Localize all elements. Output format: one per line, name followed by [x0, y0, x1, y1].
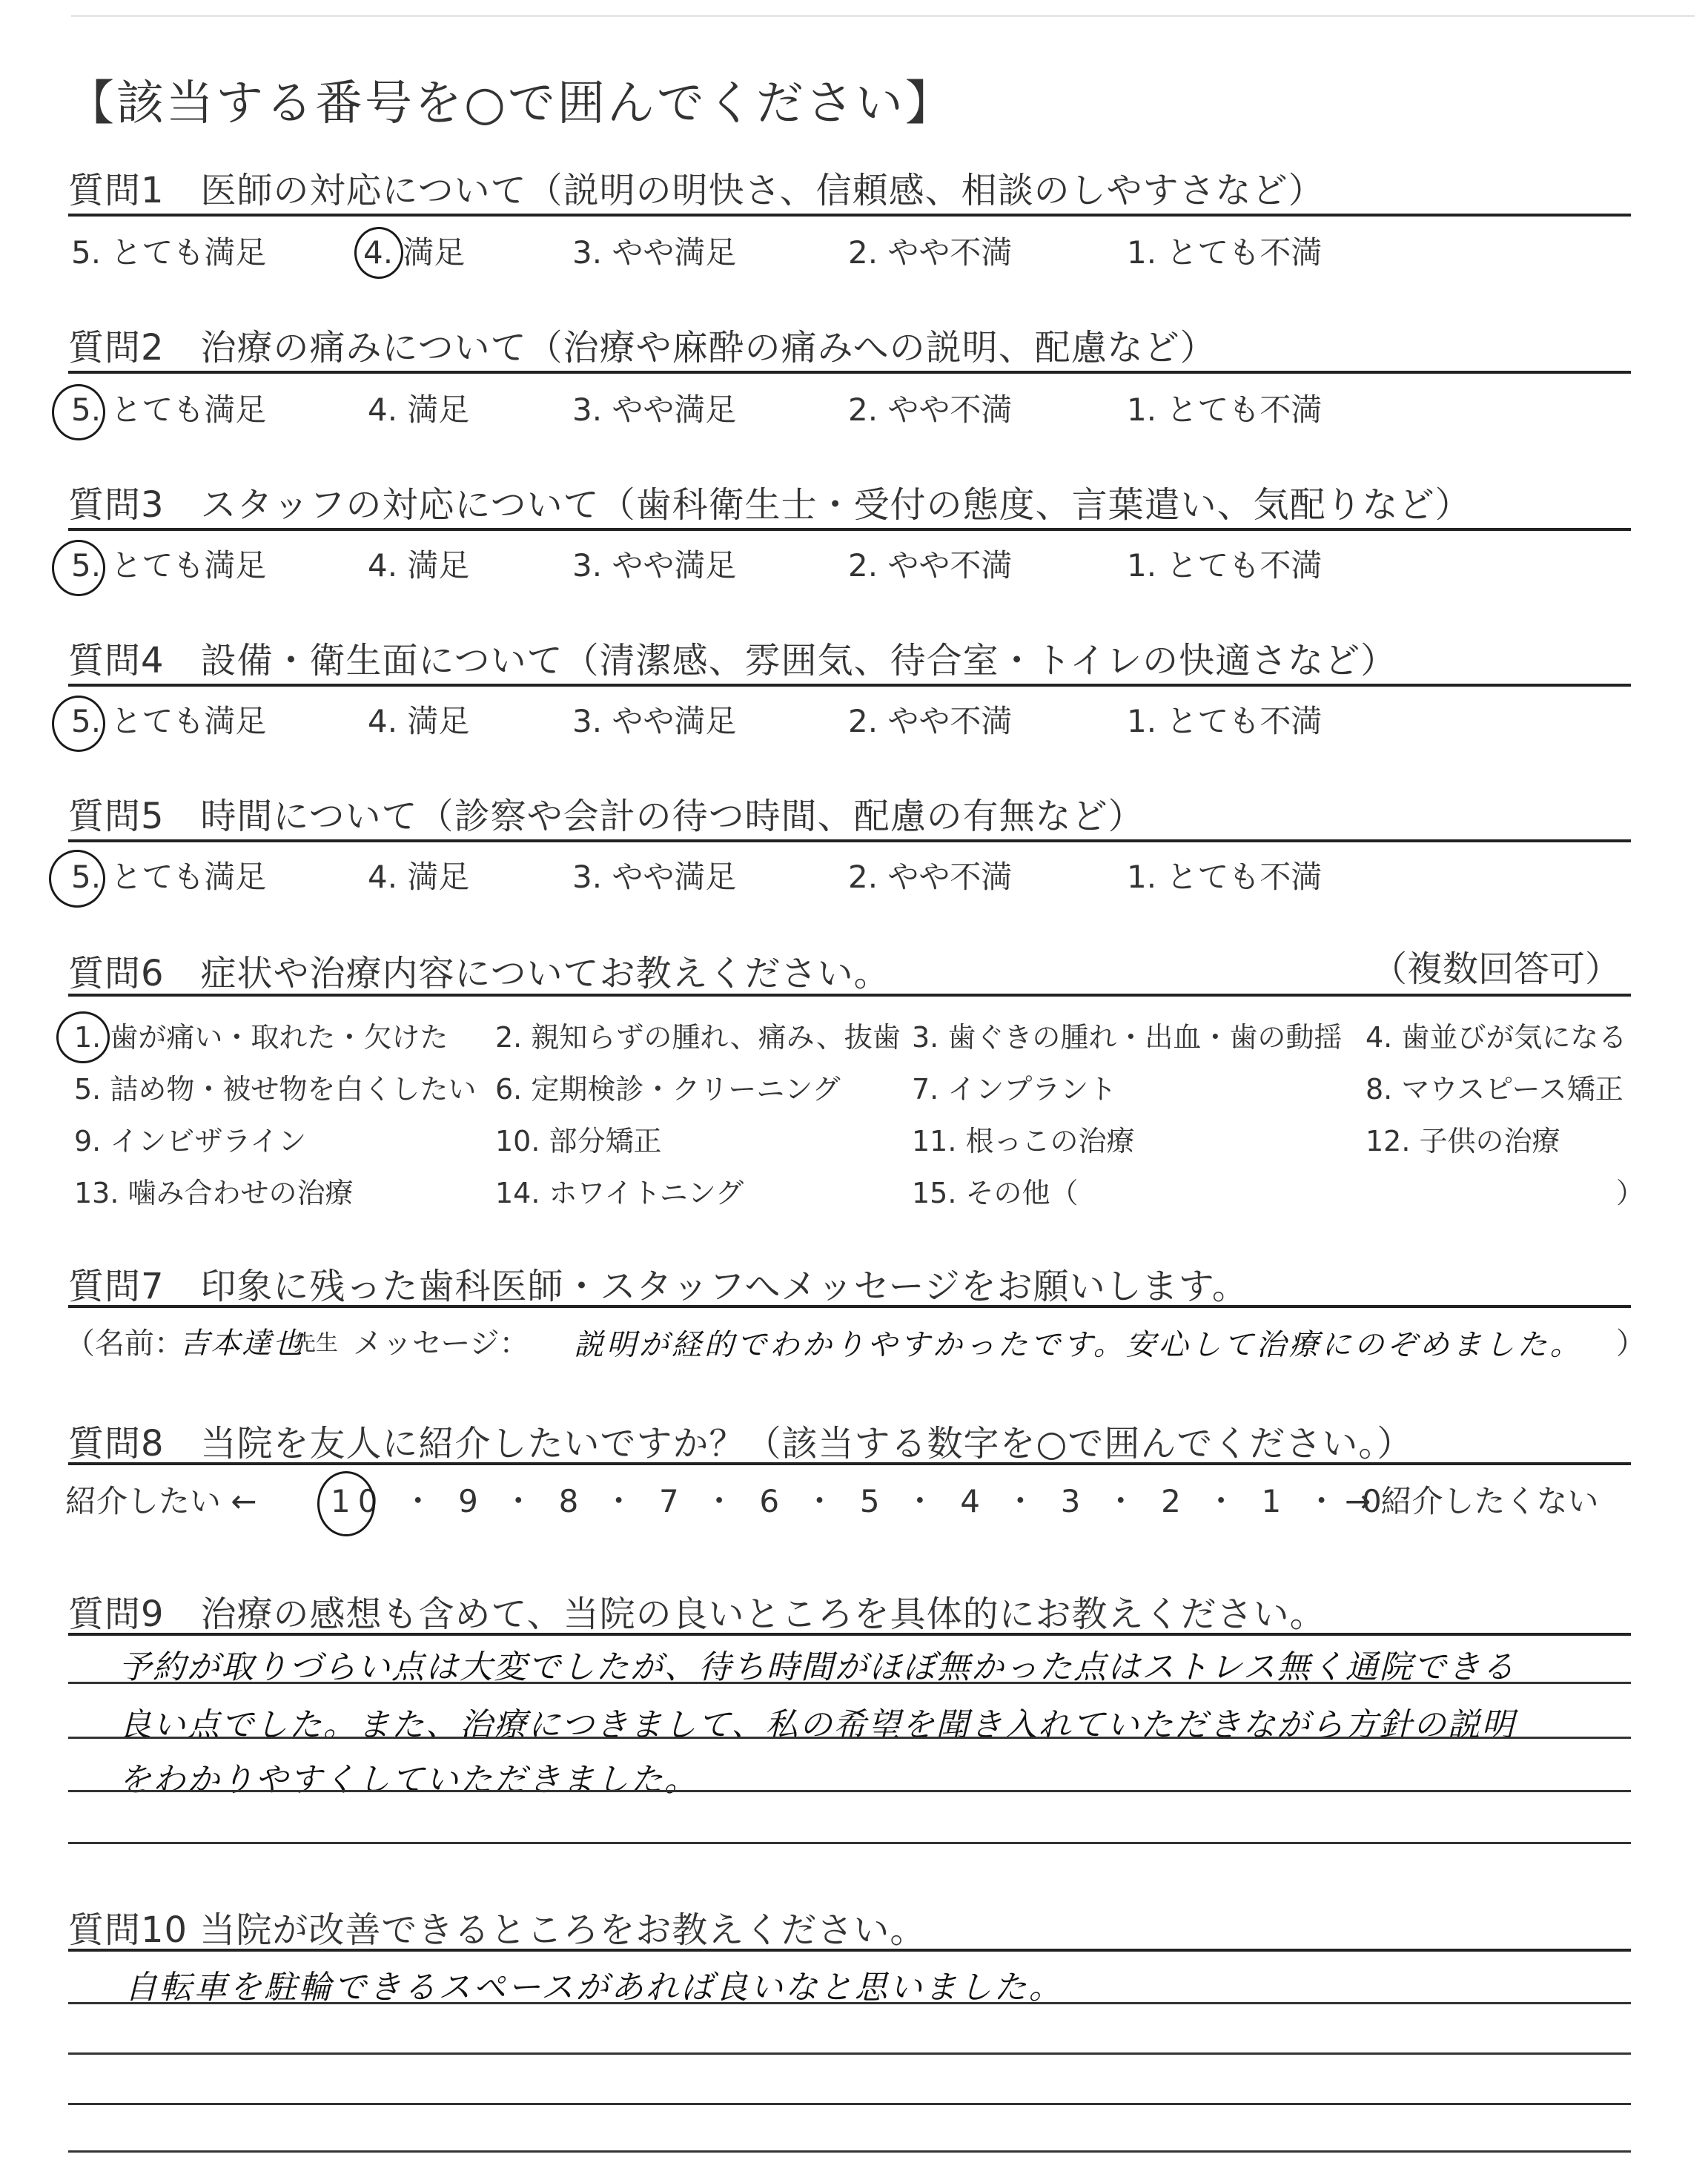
q9-answer-line-2: 良い点でした。また、治療につきまして、私の希望を聞き入れていただきながら方針の説明 [119, 1706, 1516, 1744]
q7-message: 説明が経的でわかりやすかったです。安心して治療にのぞめました。 [574, 1328, 1583, 1362]
q4-option-3[interactable]: 3. やや満足 [572, 703, 737, 739]
q4-option-1[interactable]: 1. とても不満 [1127, 703, 1323, 739]
q1-selected-circle [354, 227, 403, 279]
q9-answer-line-3: をわかりやすくしていただきました。 [119, 1761, 698, 1799]
q6-option-10[interactable]: 10. 部分矯正 [495, 1125, 662, 1157]
q6-option-7[interactable]: 7. インプラント [912, 1073, 1117, 1106]
q9-line-2 [68, 1737, 1631, 1739]
q1-option-3[interactable]: 3. やや満足 [572, 234, 737, 271]
q6-option-15[interactable]: 15. その他（ [912, 1177, 1079, 1209]
q7-name-value: 吉本達也 [179, 1327, 304, 1361]
q2-selected-circle [52, 384, 105, 440]
q5-option-4[interactable]: 4. 満足 [368, 859, 470, 895]
q5-option-2[interactable]: 2. やや不満 [848, 859, 1013, 895]
q8-scale[interactable]: 10 ・ 9 ・ 8 ・ 7 ・ 6 ・ 5 ・ 4 ・ 3 ・ 2 ・ 1 ・ 0 [331, 1483, 1389, 1519]
q3-selected-circle [52, 540, 105, 596]
q9-answer-line-1: 予約が取りづらい点は大変でしたが、待ち時間がほぼ無かった点はストレス無く通院できる [119, 1648, 1516, 1686]
q3-option-2[interactable]: 2. やや不満 [848, 547, 1013, 584]
q9-heading: 質問9 治療の感想も含めて、当院の良いところを具体的にお教えください。 [68, 1593, 1326, 1635]
q10-line-4 [68, 2150, 1631, 2153]
q10-line-2 [68, 2052, 1631, 2055]
q3-option-4[interactable]: 4. 満足 [368, 547, 470, 584]
q6-option-3[interactable]: 3. 歯ぐきの腫れ・出血・歯の動揺 [912, 1021, 1343, 1054]
q5-selected-circle [49, 850, 105, 908]
q3-rule [68, 528, 1631, 531]
q2-option-1[interactable]: 1. とても不満 [1127, 392, 1323, 428]
q7-sensei: 先生 [294, 1330, 338, 1356]
q6-option-6[interactable]: 6. 定期検診・クリーニング [495, 1073, 841, 1106]
q6-option-5[interactable]: 5. 詰め物・被せ物を白くしたい [74, 1073, 477, 1106]
top-border [71, 15, 1695, 17]
q10-answer-line-1: 自転車を駐輪できるスペースがあれば良いなと思いました。 [125, 1969, 1064, 2007]
q7-rule [68, 1305, 1631, 1308]
q6-multi-note: （複数回答可） [1371, 948, 1621, 990]
q8-rule [68, 1462, 1631, 1465]
q1-option-1[interactable]: 1. とても不満 [1127, 234, 1323, 271]
q1-option-4[interactable]: 4. 満足 [363, 234, 466, 271]
q1-option-5[interactable]: 5. とても満足 [71, 234, 267, 271]
q4-rule [68, 684, 1631, 687]
q3-option-5[interactable]: 5. とても満足 [71, 547, 267, 584]
q9-line-1 [68, 1682, 1631, 1684]
q3-option-1[interactable]: 1. とても不満 [1127, 547, 1323, 584]
q6-option-9[interactable]: 9. インビザライン [74, 1125, 307, 1157]
q3-heading: 質問3 スタッフの対応について（歯科衛生士・受付の態度、言葉遣い、気配りなど） [68, 484, 1472, 526]
q4-option-5[interactable]: 5. とても満足 [71, 703, 267, 739]
q1-heading: 質問1 医師の対応について（説明の明快さ、信頼感、相談のしやすさなど） [68, 170, 1325, 211]
q2-option-4[interactable]: 4. 満足 [368, 392, 470, 428]
q6-option-2[interactable]: 2. 親知らずの腫れ、痛み、抜歯 [495, 1021, 901, 1054]
q5-option-3[interactable]: 3. やや満足 [572, 859, 737, 895]
q9-line-4 [68, 1842, 1631, 1844]
q9-rule [68, 1633, 1631, 1636]
q4-selected-circle [52, 696, 105, 752]
q8-selected-circle [317, 1471, 375, 1536]
q8-heading: 質問8 当院を友人に紹介したいですか？（該当する数字を○で囲んでください。） [68, 1423, 1414, 1464]
q9-line-3 [68, 1790, 1631, 1792]
q6-option-14[interactable]: 14. ホワイトニング [495, 1177, 744, 1209]
q6-option-11[interactable]: 11. 根っこの治療 [912, 1125, 1135, 1157]
q6-option-13[interactable]: 13. 噛み合わせの治療 [74, 1177, 354, 1209]
q6-option-8[interactable]: 8. マウスピース矯正 [1366, 1073, 1623, 1106]
q7-close: ） [1616, 1327, 1646, 1361]
q2-option-5[interactable]: 5. とても満足 [71, 392, 267, 428]
page-title: 【該当する番号を○で囲んでください】 [67, 76, 955, 131]
q10-heading: 質問10 当院が改善できるところをお教えください。 [68, 1909, 927, 1951]
q6-option-4[interactable]: 4. 歯並びが気になる [1366, 1021, 1627, 1054]
q1-rule [68, 214, 1631, 217]
q10-rule [68, 1949, 1631, 1952]
q7-heading: 質問7 印象に残った歯科医師・スタッフへメッセージをお願いします。 [68, 1266, 1248, 1307]
q10-line-3 [68, 2103, 1631, 2105]
q6-heading: 質問6 症状や治療内容についてお教えください。 [68, 953, 890, 994]
q6-selected-circle [56, 1011, 110, 1063]
q8-left-label: 紹介したい ← [65, 1483, 257, 1519]
q6-rule [68, 994, 1631, 997]
q1-option-2[interactable]: 2. やや不満 [848, 234, 1013, 271]
q4-option-2[interactable]: 2. やや不満 [848, 703, 1013, 739]
q5-option-5[interactable]: 5. とても満足 [71, 859, 267, 895]
q5-heading: 質問5 時間について（診察や会計の待つ時間、配慮の有無など） [68, 796, 1145, 837]
q7-name-label: （名前： [65, 1327, 184, 1361]
q4-option-4[interactable]: 4. 満足 [368, 703, 470, 739]
q2-heading: 質問2 治療の痛みについて（治療や麻酔の痛みへの説明、配慮など） [68, 327, 1217, 369]
q2-rule [68, 371, 1631, 374]
q5-rule [68, 839, 1631, 842]
q2-option-3[interactable]: 3. やや満足 [572, 392, 737, 428]
q6-option-12[interactable]: 12. 子供の治療 [1366, 1125, 1560, 1157]
q2-option-2[interactable]: 2. やや不満 [848, 392, 1013, 428]
q6-option-1[interactable]: 1. 歯が痛い・取れた・欠けた [74, 1021, 448, 1054]
q3-option-3[interactable]: 3. やや満足 [572, 547, 737, 584]
q10-line-1 [68, 2002, 1631, 2004]
q8-right-label: → 紹介したくない [1345, 1483, 1599, 1519]
q5-option-1[interactable]: 1. とても不満 [1127, 859, 1323, 895]
q4-heading: 質問4 設備・衛生面について（清潔感、雰囲気、待合室・トイレの快適さなど） [68, 640, 1397, 681]
q6-option-15-close: ） [1616, 1177, 1645, 1209]
q7-message-label: メッセージ： [353, 1327, 529, 1361]
